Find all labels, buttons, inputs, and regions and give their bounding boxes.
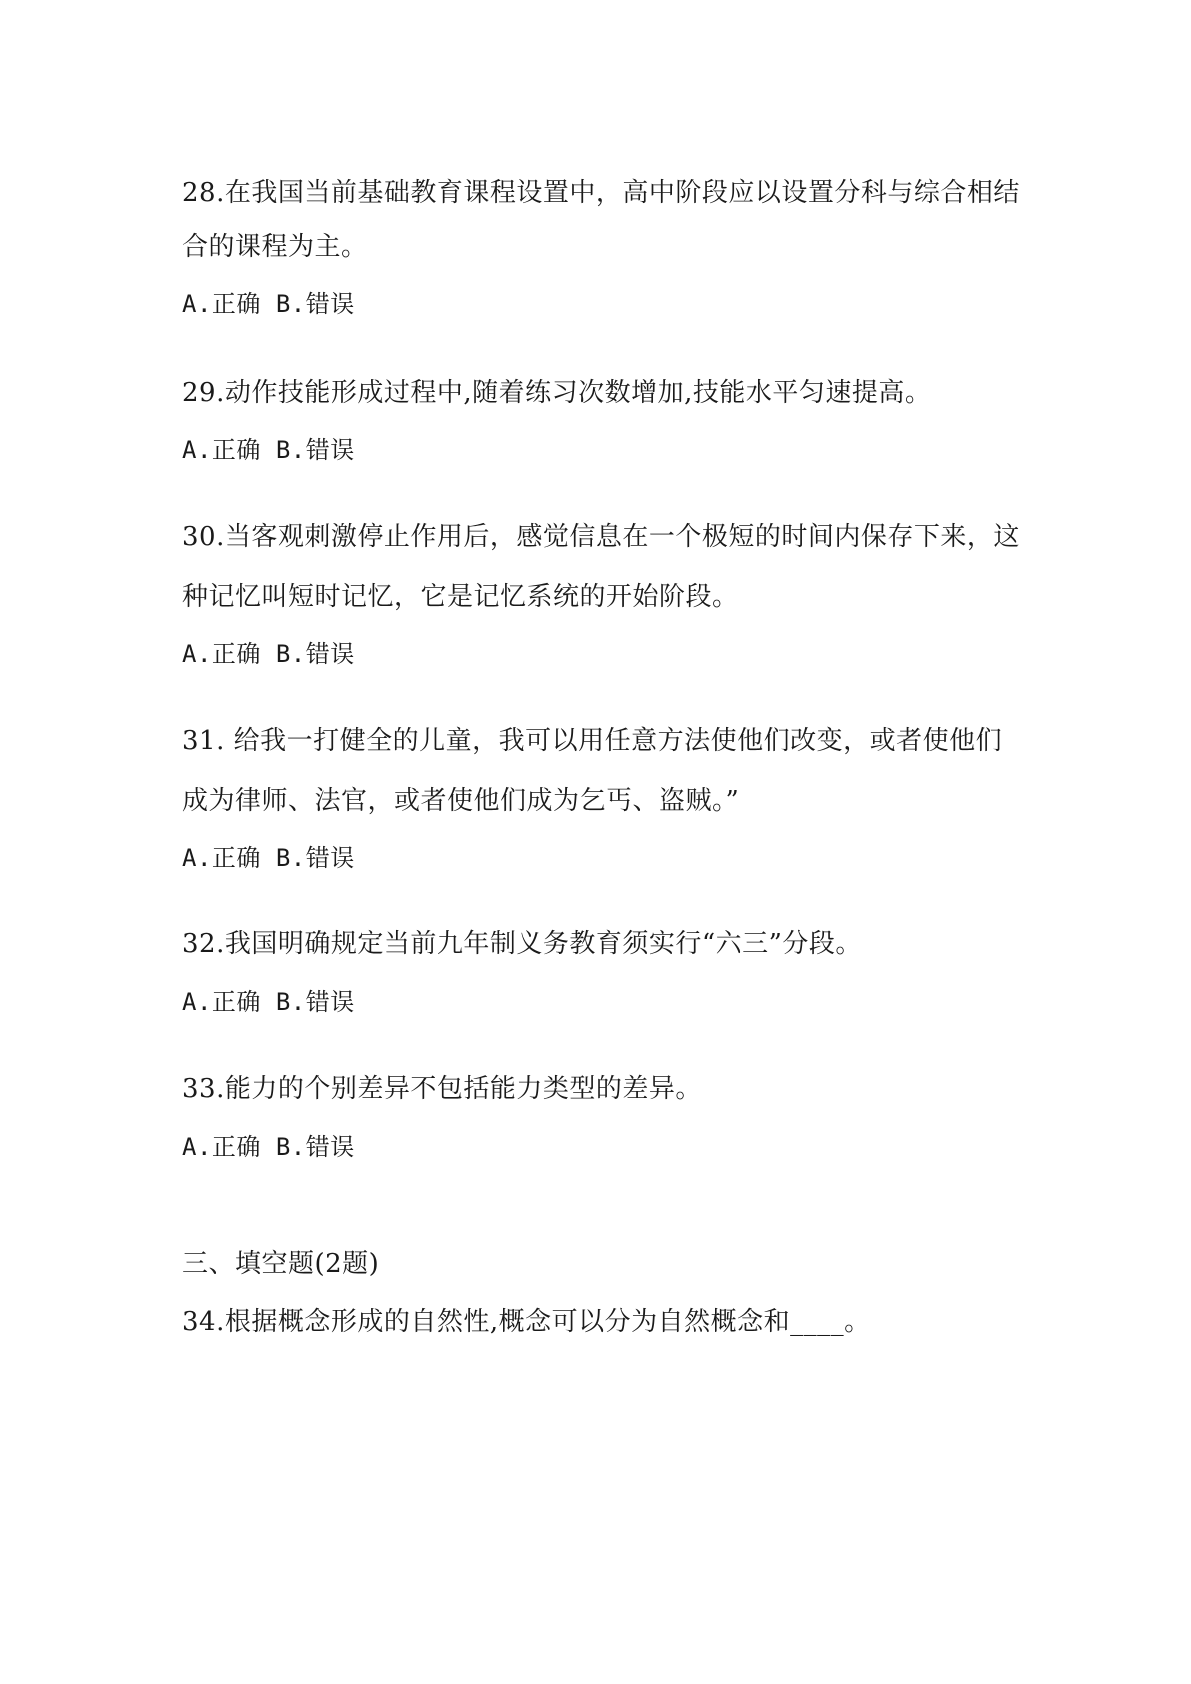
- question-31-line-1: 31. 给我一打健全的儿童，我可以用任意方法使他们改变，或者使他们: [182, 726, 1003, 756]
- question-32-line-1: 32.我国明确规定当前九年制义务教育须实行“六三”分段。: [182, 929, 862, 959]
- question-31-options: A.正确 B.错误: [182, 844, 355, 872]
- question-29-options: A.正确 B.错误: [182, 436, 355, 464]
- question-33-options: A.正确 B.错误: [182, 1133, 355, 1161]
- question-29-line-1: 29.动作技能形成过程中,随着练习次数增加,技能水平匀速提高。: [182, 378, 932, 408]
- question-31-line-2: 成为律师、法官，或者使他们成为乞丐、盗贼。”: [182, 786, 740, 816]
- question-34-line-1: 34.根据概念形成的自然性,概念可以分为自然概念和____。: [182, 1307, 871, 1337]
- question-33-line-1: 33.能力的个别差异不包括能力类型的差异。: [182, 1074, 702, 1104]
- question-28-line-1: 28.在我国当前基础教育课程设置中，高中阶段应以设置分科与综合相结: [182, 178, 1020, 208]
- question-30-line-2: 种记忆叫短时记忆，它是记忆系统的开始阶段。: [182, 582, 739, 612]
- question-30-options: A.正确 B.错误: [182, 640, 355, 668]
- question-32-options: A.正确 B.错误: [182, 988, 355, 1016]
- question-30-line-1: 30.当客观刺激停止作用后，感觉信息在一个极短的时间内保存下来，这: [182, 522, 1020, 552]
- question-28-line-2: 合的课程为主。: [182, 232, 368, 262]
- section-heading: 三、填空题(2题): [182, 1249, 380, 1279]
- question-28-options: A.正确 B.错误: [182, 290, 355, 318]
